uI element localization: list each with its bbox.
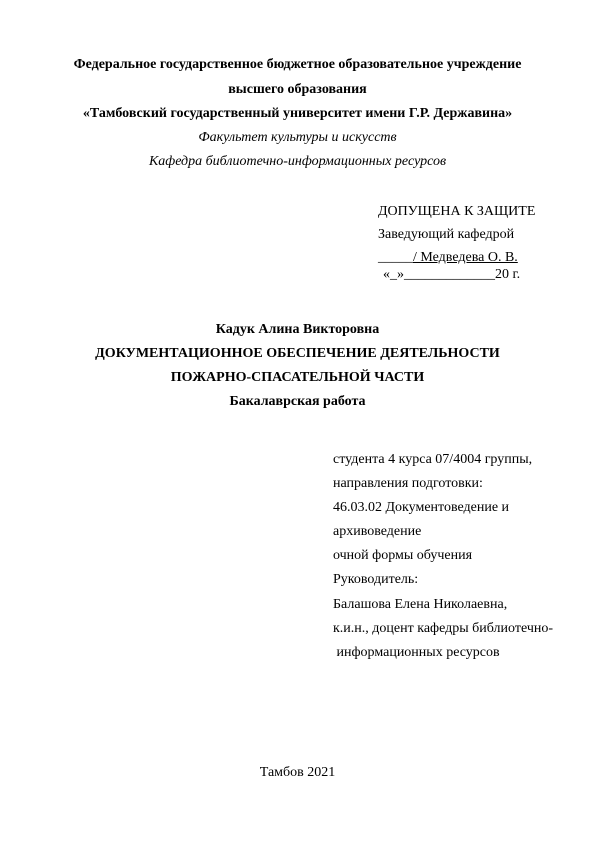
university-name: «Тамбовский государственный университет имени Г.Р. Державина» — [82, 106, 513, 121]
supervisor-name: Балашова Елена Николаевна, — [333, 597, 508, 612]
faculty-name: Факультет культуры и искусств — [198, 130, 397, 145]
supervisor-department: информационных ресурсов — [333, 645, 500, 660]
signature-name: / Медведева О. В. — [413, 250, 518, 265]
department-name: Кафедра библиотечно-информационных ресурсов — [148, 154, 447, 169]
work-title-line-2: ПОЖАРНО-СПАСАТЕЛЬНОЙ ЧАСТИ — [170, 370, 425, 385]
signature-blank: _____ — [378, 250, 413, 265]
student-info-line: архивоведение — [333, 524, 422, 539]
org-line-1: Федеральное государственное бюджетное образовательное учреждение — [73, 57, 522, 72]
org-line-2: высшего образования — [228, 82, 367, 97]
student-info-line: очной формы обучения — [333, 548, 473, 563]
city-year: Тамбов 2021 — [259, 765, 336, 780]
student-info-line: 46.03.02 Документоведение и — [333, 500, 510, 515]
approval-status: ДОПУЩЕНА К ЗАЩИТЕ — [378, 204, 536, 219]
work-title-line-1: ДОКУМЕНТАЦИОННОЕ ОБЕСПЕЧЕНИЕ ДЕЯТЕЛЬНОСТИ — [95, 346, 500, 361]
supervisor-label: Руководитель: — [333, 572, 419, 587]
approval-role: Заведующий кафедрой — [378, 227, 515, 242]
approval-signature — [378, 250, 518, 266]
approval-date-line: «_»_____________20 г. — [383, 267, 521, 282]
author-name: Кадук Алина Викторовна — [215, 322, 380, 337]
supervisor-title: к.и.н., доцент кафедры библиотечно- — [333, 621, 554, 636]
student-info-line: направления подготовки: — [333, 476, 483, 491]
work-type: Бакалаврская работа — [229, 394, 366, 409]
student-info-line: студента 4 курса 07/4004 группы, — [333, 452, 533, 467]
